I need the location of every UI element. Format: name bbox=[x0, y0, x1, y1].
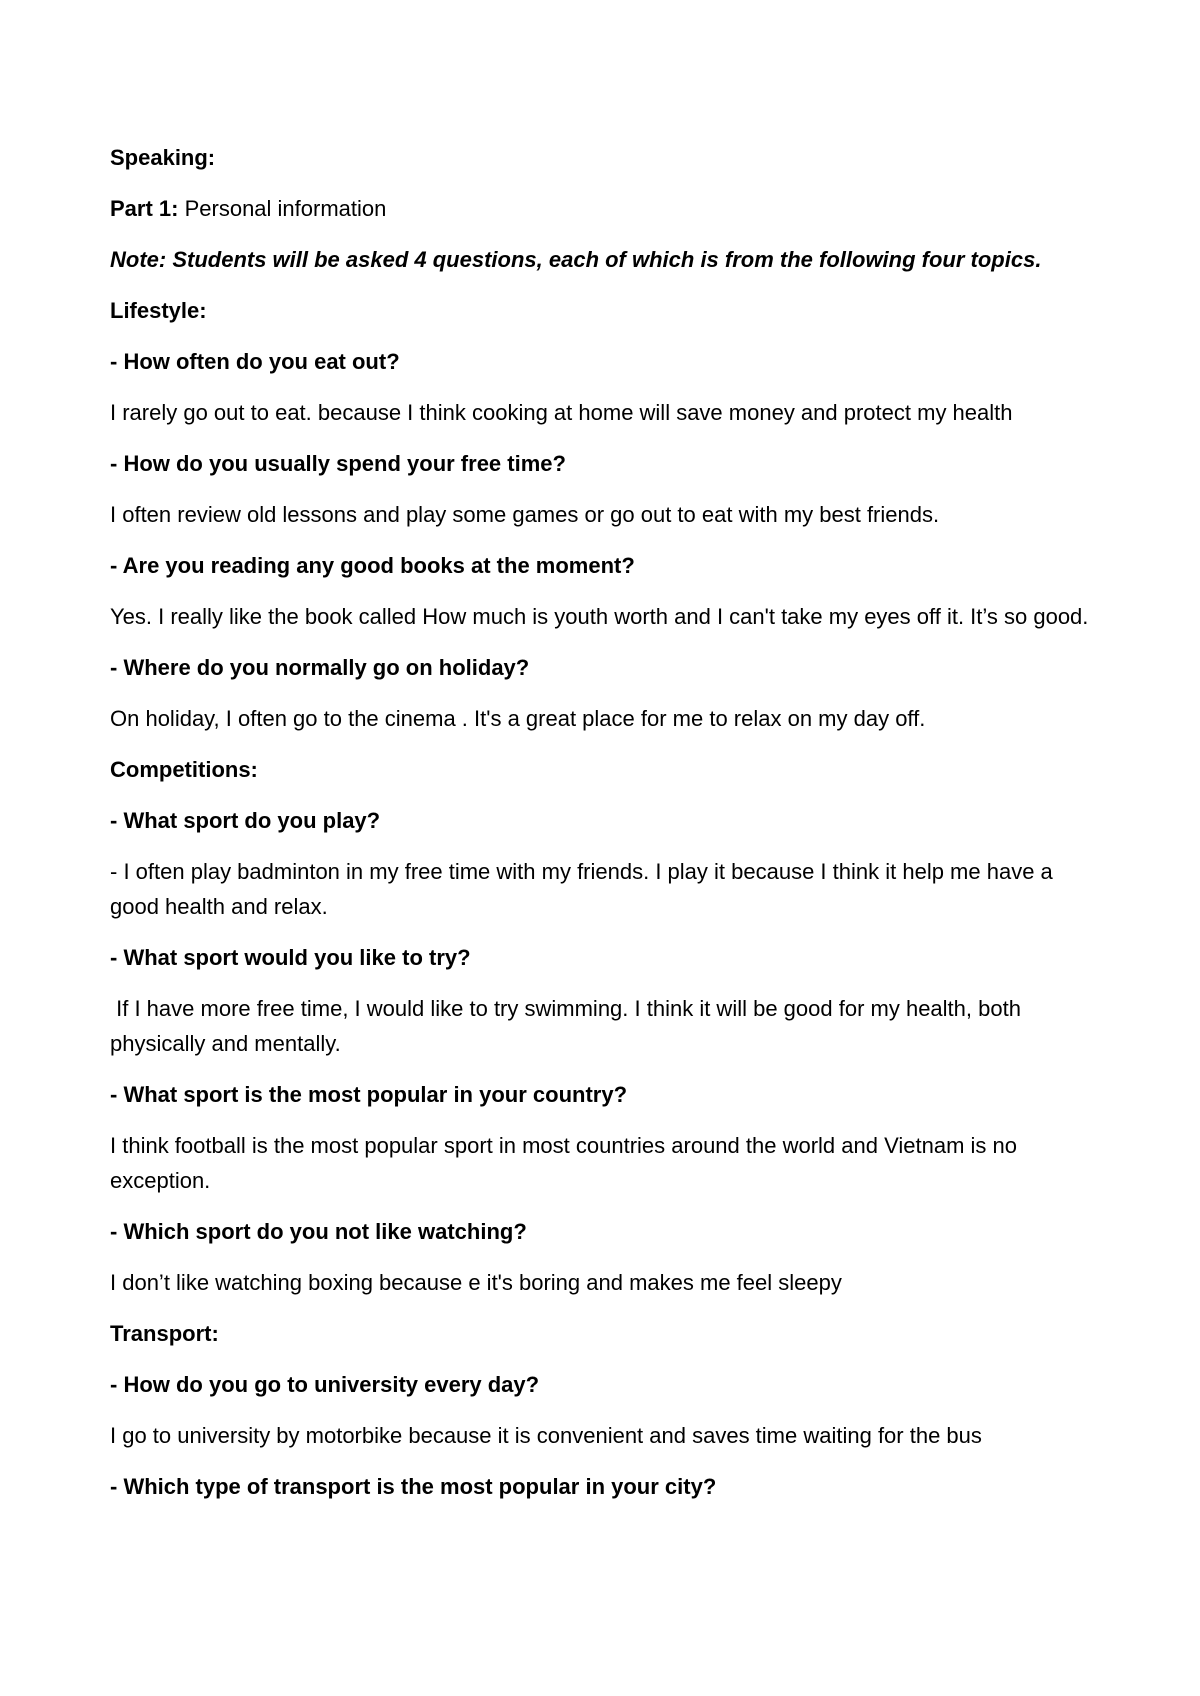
answer: On holiday, I often go to the cinema . It's a great place for me to relax on my day off. bbox=[110, 706, 926, 731]
document-page bbox=[110, 140, 1100, 1520]
answer: I think football is the most popular sport in most countries around the world and Vietnam is no exception. bbox=[110, 1133, 1017, 1193]
document-heading: Speaking: bbox=[110, 145, 216, 170]
question: - How do you usually spend your free time? bbox=[110, 451, 566, 476]
answer: If I have more free time, I would like to try swimming. I think it will be good for my health, both physically and mentally. bbox=[110, 996, 1028, 1056]
question: - What sport do you play? bbox=[110, 808, 381, 833]
section-title-lifestyle: Lifestyle: bbox=[110, 298, 207, 323]
question: - How do you go to university every day? bbox=[110, 1372, 540, 1397]
question: - Which sport do you not like watching? bbox=[110, 1219, 527, 1244]
answer: I rarely go out to eat. because I think cooking at home will save money and protect my health bbox=[110, 400, 1013, 425]
question: - Are you reading any good books at the moment? bbox=[110, 553, 635, 578]
question: - Which type of transport is the most popular in your city? bbox=[110, 1474, 717, 1499]
question: - What sport is the most popular in your country? bbox=[110, 1082, 628, 1107]
part-heading bbox=[110, 191, 1100, 226]
answer: Yes. I really like the book called How much is youth worth and I can't take my eyes off it. It’s so good. bbox=[110, 604, 1089, 629]
answer: I don’t like watching boxing because e it's boring and makes me feel sleepy bbox=[110, 1270, 842, 1295]
answer: I go to university by motorbike because it is convenient and saves time waiting for the bus bbox=[110, 1423, 982, 1448]
part-label: Part 1: bbox=[110, 196, 179, 221]
question: - Where do you normally go on holiday? bbox=[110, 655, 530, 680]
section-title-transport: Transport: bbox=[110, 1321, 219, 1346]
part-title: Personal information bbox=[178, 196, 387, 221]
question: - What sport would you like to try? bbox=[110, 945, 471, 970]
answer: I often review old lessons and play some games or go out to eat with my best friends. bbox=[110, 502, 940, 527]
answer: - I often play badminton in my free time with my friends. I play it because I think it help me have a good health and relax. bbox=[110, 859, 1053, 919]
section-title-competitions: Competitions: bbox=[110, 757, 258, 782]
question: - How often do you eat out? bbox=[110, 349, 400, 374]
note-text: Note: Students will be asked 4 questions, each of which is from the following four topics. bbox=[110, 247, 1042, 272]
